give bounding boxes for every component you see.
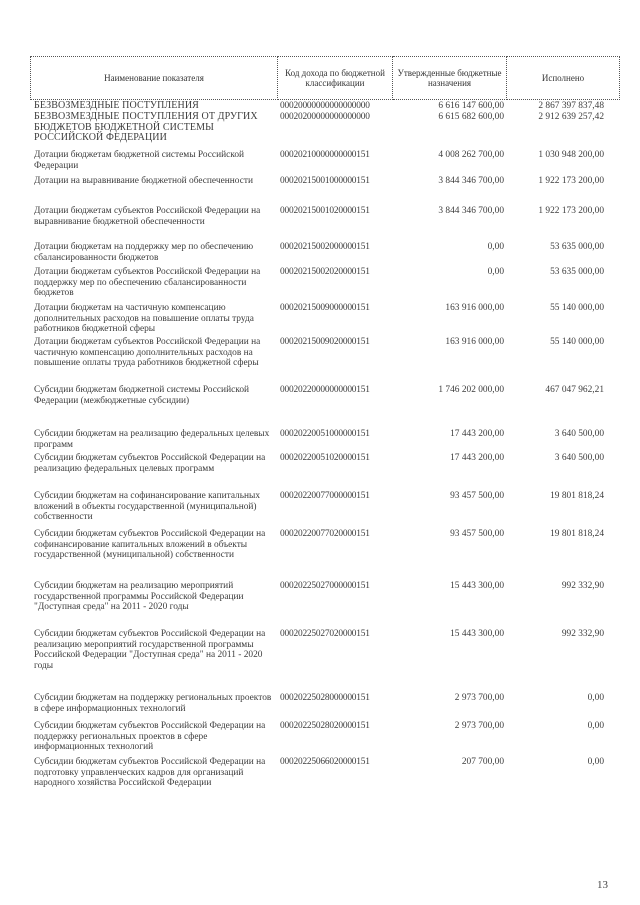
row-executed: 1 922 173 200,00 <box>538 176 604 186</box>
row-executed: 0,00 <box>587 757 604 767</box>
row-executed: 1 922 173 200,00 <box>538 206 604 216</box>
row-code: 00020220077020000151 <box>280 529 370 539</box>
table-row <box>34 581 624 629</box>
row-name: Дотации бюджетам субъектов Российской Федерации на частичную компенсацию дополнительных расходов на повышение оплаты труда работников бюджетной сферы <box>34 337 261 369</box>
row-executed: 55 140 000,00 <box>550 303 604 313</box>
row-code: 00020210000000000151 <box>280 150 370 160</box>
header-approved: Утвержденные бюджетные назначения <box>393 57 507 100</box>
row-approved: 2 973 700,00 <box>454 693 504 703</box>
row-approved: 3 844 346 700,00 <box>438 176 504 186</box>
header-code: Код дохода по бюджетной классификации <box>278 57 393 100</box>
table-row <box>34 303 624 337</box>
row-code: 00020215009020000151 <box>280 337 370 347</box>
row-approved: 0,00 <box>487 242 504 252</box>
row-approved: 93 457 500,00 <box>450 529 504 539</box>
row-code: 00020000000000000000 <box>280 101 370 111</box>
row-name: Субсидии бюджетам на реализацию мероприятий государственной программы Российской Федерации "Доступная среда" на 2011 - 2020 годы <box>34 581 244 613</box>
table-row <box>34 150 624 176</box>
table-row <box>34 629 624 693</box>
row-name: Субсидии бюджетам субъектов Российской Федерации на реализацию федеральных целевых программ <box>34 453 266 474</box>
row-approved: 207 700,00 <box>461 757 504 767</box>
row-executed: 2 912 639 257,42 <box>538 112 604 122</box>
row-executed: 0,00 <box>587 693 604 703</box>
row-code: 00020215009000000151 <box>280 303 370 313</box>
row-executed: 53 635 000,00 <box>550 267 604 277</box>
row-name: БЕЗВОЗМЕЗДНЫЕ ПОСТУПЛЕНИЯ ОТ ДРУГИХ БЮДЖЕТОВ БЮДЖЕТНОЙ СИСТЕМЫ РОССИЙСКОЙ ФЕДЕРАЦИИ <box>34 111 258 144</box>
table-row <box>34 693 624 721</box>
row-code: 00020225027000000151 <box>280 581 370 591</box>
row-name: Дотации на выравнивание бюджетной обеспеченности <box>34 176 253 186</box>
row-code: 00020220051020000151 <box>280 453 370 463</box>
row-name: Субсидии бюджетам субъектов Российской Федерации на реализацию мероприятий государственной программы Российской Федерации "Доступная среда" на 2011 - 2020 годы <box>34 629 266 671</box>
table-row <box>34 385 624 429</box>
row-code: 00020200000000000000 <box>280 112 370 122</box>
row-executed: 55 140 000,00 <box>550 337 604 347</box>
row-name: Субсидии бюджетам субъектов Российской Федерации на подготовку управленческих кадров для организаций народного хозяйства Российской Федерации <box>34 757 266 789</box>
header-executed: Исполнено <box>507 57 620 100</box>
row-code: 00020220051000000151 <box>280 429 370 439</box>
row-code: 00020215001000000151 <box>280 176 370 186</box>
row-executed: 467 047 962,21 <box>545 385 604 395</box>
row-approved: 4 008 262 700,00 <box>438 150 504 160</box>
table-body <box>34 101 624 805</box>
row-name: Дотации бюджетам бюджетной системы Российской Федерации <box>34 150 245 171</box>
row-name: Субсидии бюджетам бюджетной системы Российской Федерации (межбюджетные субсидии) <box>34 385 250 406</box>
table-row <box>34 337 624 385</box>
row-name: Субсидии бюджетам на софинансирование капитальных вложений в объекты государственной (муниципальной) собственности <box>34 491 261 523</box>
row-name: Дотации бюджетам субъектов Российской Федерации на поддержку мер по обеспечению сбалансированности бюджетов <box>34 267 261 299</box>
table-row <box>34 206 624 242</box>
row-executed: 0,00 <box>587 721 604 731</box>
row-name: Субсидии бюджетам на поддержку региональных проектов в сфере информационных технологий <box>34 693 272 714</box>
row-name: Субсидии бюджетам субъектов Российской Федерации на поддержку региональных проектов в сфере информационных технологий <box>34 721 266 753</box>
row-executed: 1 030 948 200,00 <box>538 150 604 160</box>
table-row <box>34 721 624 757</box>
row-executed: 992 332,90 <box>561 629 604 639</box>
row-approved: 6 616 147 600,00 <box>438 101 504 111</box>
row-approved: 0,00 <box>487 267 504 277</box>
table-row <box>34 529 624 581</box>
row-approved: 93 457 500,00 <box>450 491 504 501</box>
row-name: Субсидии бюджетам на реализацию федеральных целевых программ <box>34 429 270 450</box>
row-approved: 17 443 200,00 <box>450 453 504 463</box>
row-code: 00020225027020000151 <box>280 629 370 639</box>
row-name: БЕЗВОЗМЕЗДНЫЕ ПОСТУПЛЕНИЯ <box>34 100 199 111</box>
page-number: 13 <box>597 879 608 891</box>
row-name: Дотации бюджетам субъектов Российской Федерации на выравнивание бюджетной обеспеченности <box>34 206 261 227</box>
row-approved: 3 844 346 700,00 <box>438 206 504 216</box>
row-executed: 19 801 818,24 <box>550 529 604 539</box>
row-executed: 53 635 000,00 <box>550 242 604 252</box>
table-row <box>34 176 624 206</box>
row-code: 00020215002020000151 <box>280 267 370 277</box>
row-code: 00020225066020000151 <box>280 757 370 767</box>
table-row <box>34 491 624 529</box>
row-name: Дотации бюджетам на частичную компенсацию дополнительных расходов на повышение оплаты труда работников бюджетной сферы <box>34 303 254 335</box>
table-row <box>34 429 624 453</box>
table-row <box>34 242 624 267</box>
row-approved: 163 916 000,00 <box>445 337 504 347</box>
row-approved: 17 443 200,00 <box>450 429 504 439</box>
row-approved: 15 443 300,00 <box>450 581 504 591</box>
row-executed: 3 640 500,00 <box>554 429 604 439</box>
row-approved: 6 615 682 600,00 <box>438 112 504 122</box>
row-code: 00020215002000000151 <box>280 242 370 252</box>
row-code: 00020220000000000151 <box>280 385 370 395</box>
header-name: Наименование показателя <box>31 57 278 100</box>
row-approved: 15 443 300,00 <box>450 629 504 639</box>
row-executed: 2 867 397 837,48 <box>538 101 604 111</box>
row-code: 00020225028020000151 <box>280 721 370 731</box>
row-approved: 1 746 202 000,00 <box>438 385 504 395</box>
table-header <box>30 56 620 100</box>
table-row <box>34 267 624 303</box>
table-row <box>34 453 624 491</box>
row-code: 00020225028000000151 <box>280 693 370 703</box>
row-approved: 163 916 000,00 <box>445 303 504 313</box>
table-row <box>34 757 624 805</box>
row-approved: 2 973 700,00 <box>454 721 504 731</box>
row-name: Субсидии бюджетам субъектов Российской Федерации на софинансирование капитальных вложений в объекты государственной (муниципальной) собственности <box>34 529 266 561</box>
row-executed: 3 640 500,00 <box>554 453 604 463</box>
table-row <box>34 112 624 150</box>
row-code: 00020215001020000151 <box>280 206 370 216</box>
row-executed: 19 801 818,24 <box>550 491 604 501</box>
row-executed: 992 332,90 <box>561 581 604 591</box>
row-code: 00020220077000000151 <box>280 491 370 501</box>
row-name: Дотации бюджетам на поддержку мер по обеспечению сбалансированности бюджетов <box>34 242 254 263</box>
